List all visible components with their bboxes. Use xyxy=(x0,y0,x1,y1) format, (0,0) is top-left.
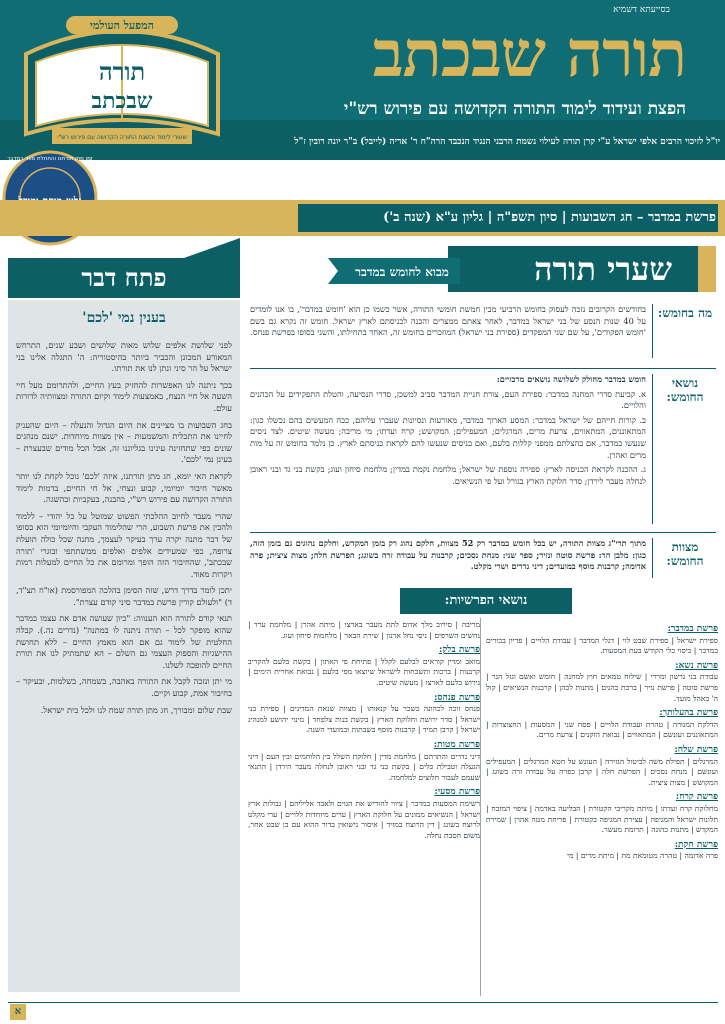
logo-title-line1: תורה xyxy=(98,57,146,86)
section-divider xyxy=(652,304,653,358)
parasha-topics: מואב ומדין קוראים לבלעם לקלל | פתיחת פי האתון | בקשת בלעם להקריב קרבנות | ברכות ותשבחות לישראל שיוצאו מפי בלעם | נבואת אחרית הימים | גירוש בלעם לארצו | מעשה שיטים. xyxy=(248,656,480,687)
parasha-topics: הדלקת המנורה | טהרת ועבודת הלויים | פסח שני | המסעות | החצוצרות | המתאוננים ועונשם | המתאווים | נבואת הזקנים | צרעת מרים. xyxy=(486,719,718,740)
section-paragraph: ג. ההכנה לקראת הכניסה לארץ: ספירה נוספת של ישראל; מלחמת נקמת במדין; מלחמת סיחון ועוג; בקשת בני גד ובני ראובן לנחלה מעבר לירדן; סדר חלוקת הארץ בגורל ועל פי הנשיאים. xyxy=(250,464,646,486)
parasha-topics: פרה אדומה | טהרה מטומאת מת | מיתת מרים | מי xyxy=(566,851,718,861)
parasha-topics: רשימת המסעות במדבר | ציווי להוריש את הגוים ולאבד אליליהם | גבולות ארץ ישראל | הנשיאים ממונים על חלוקת הארץ | ערים מיוחדות ללויים | ערי מקלט לרוצח בשוגג | דין הרוצח במזיד | איסור נישואין בדור ההוא עם בן שבט אחר, משום הסבת נחלה. xyxy=(248,798,480,840)
parasha-topics: מחלוקת קרח ועדתו | מיתת מקריבי הקטורת | הבליעה באדמה | ציפוי המזבח | תלונות ישראל והמגיפה | עצירת המגיפה בקטורת | פריחת מטה אהרן | שמירת המקדש | מתנות כהונה | תרומת מעשר. xyxy=(486,803,718,835)
sidebar-paragraph: לקראת האי יומא, חג מתן תורתנו, איזה 'לכם' נוכל לקחת לנו יותר מאשר חיבור יומיומי, קבוע ונצחי, אל חי החיים, בדמות לימוד התורה הקדושה עם פירוש רש"י, בהבנה, בעקביות ובהשגה. xyxy=(16,470,232,505)
sidebar-paragraph: בכך ניתנה לנו האפשרות להחזיק בעץ החיים, ולהתרומם מעל חיי השעה אל חיי הנצח, באמצעות לימוד וקיום התורה ומצוותיה לדורות עולם. xyxy=(16,379,232,413)
parasha-topics: עבודת בני גרשון ומררי | שילוח טמאים חוץ למחנה | חומש ואשם וגזל הגר | פרשת סוטה | פרשת נזיר | ברכת כהנים | מתנות לכהן | קרבנות הנשיאים | קול ה' באהל מועד. xyxy=(486,672,718,703)
besiyata-dishmaya: בסייעתא דשמיא xyxy=(613,5,670,15)
page-number: א xyxy=(10,1004,26,1020)
section-paragraph: מתוך תרי"ג מצוות התורה, יש בכל חומש במדבר רק 52 מצוות, חלקם נהוג רק בזמן המקדש, וחלקם נהוגים גם בזמן הזה, כגון: מלבן הר: פרשת סוטה ונזיר; ספר שני: מנחת נסכים; קרבנות על עבודה זרה בשוגג; הפרשת חלה; מצות ציצית; פרה אדומה; קרבנות מוסף במועדים; דיני נדרים ושרי מקלט. xyxy=(250,538,647,572)
parasha-heading: פרשת במדבר: xyxy=(667,624,718,634)
parasha-topics: המרגלים | תפילת משה לביטול הגזירה | העונש על חטא המרגלים | המעפילים ועונשם | מנחת נסכים | הפרשת חלה | קרבן כפרה על עבודה זרה בשוגג | המקושש | מצות ציצית. xyxy=(486,756,718,787)
parashot-column-right xyxy=(486,620,718,996)
parasha-topics: פנחס זוכה לכהונה כשכר על קנאותו | מצוות שנאת המדינים | ספירת בני ישראל | סדר ירושת וחלוקת הארץ | בקשת בנות צלפחד | מינוי יהושע למנהיג ישראל | קרבן תמיד | קרבנות מוסף בשבתות ובמועדי השנה. xyxy=(248,704,480,735)
section-label-ma-bachumash: מה בחומש: xyxy=(657,306,713,320)
torah-shebichtav-logo xyxy=(6,14,238,152)
parasha-topics: ספירת ישראל | ספירת שבט לוי | דגלי המדבר | עבודת הלויים | פדיון בכורים במדבר | כיסוי כלי הקודש בעת המסעות. xyxy=(486,635,718,656)
section-label-nosei-hachumash: נושאי החומש: xyxy=(666,376,704,404)
shaarei-torah-subtitle: מבוא לחומש במדבר xyxy=(355,265,449,279)
parasha-topics: דיני נדרים והתרתם | מלחמת מדין | חלוקת השלל בין הלוחמים ובין העם | דיני הגעלה וטבילת כלים | בקשת בני גד ובני ראובן לנחלה מעבר הירדן | התנאי שעמם לעבור חלוצים למלחמה. xyxy=(248,751,480,782)
section-text-nosei-hachumash xyxy=(250,374,646,530)
parasha-bar-text: פרשת במדבר – חג השבועות | סיון תשפ"ה | גליון ע"א (שנה ב') xyxy=(383,210,716,225)
section-separator xyxy=(250,368,716,369)
column-divider xyxy=(480,618,481,996)
sidebar-paragraph: תנאי קודם לתורה הוא הענווה: "כיון שעושה אדם את עצמו כמדבר שהוא מופקר לכל – תורה ניתנה לו במתנה" (נדרים נה.). קבלה החלטית של לימוד גם אם הוא מאמץ החיים – ללא תחושת ההישגיות והספוק העצמי גם השלם – הא שתמתיק לנו את תורת החיים להופכה לשלנו. xyxy=(16,613,232,670)
parasha-heading: פרשת פנחס: xyxy=(434,692,480,703)
sidebar-paragraph: שבת שלום ומבורך, חג מתן תורה שמח לנו ולכל בית ישראל. xyxy=(40,704,232,715)
parasha-heading: פרשת מטות: xyxy=(433,739,480,750)
sidebar-paragraph: לפני שלושת אלפים שלוש מאות שלושים ושבע שנים, התרחש המאורע המכונן והכביר ביותר בהיסטוריה: ה' התגלה אלינו בני ישראל על הר סיני ונתן לנו את תורתו. xyxy=(16,340,232,374)
parasha-heading: פרשת בהעלותך: xyxy=(659,708,718,719)
sidebar-text xyxy=(16,340,232,990)
logo-title-line2: שבכתב xyxy=(91,88,153,114)
section-paragraph: ב. קורות חייהם של ישראל במדבר: המסע הארוך במדבר, מאורעות ונסיונות שעברו עליהם, ככה המעשים בהם נכשלו כגון: המתאוננים, המתאווים, צרעת מרים, המרגלים; המעפילים; המקושש; קרח ועדתו; מי מריבה; מעשה שיטים. לצד ניסים שנעשו במדבר, אם בהצלתם ממפני קללות בלעם, ואם בניסים שנעשו להם לקראת כניסתם לארץ. כן נלמד בחומש זה על מות מרים ואהרן. xyxy=(250,414,646,460)
section-text-mitzvot-hachumash xyxy=(250,538,646,582)
sidebar-paragraph: יתכן לומר בדרך דרש, שזה הסימן בהלכה המפורסמת (או"ח תצ"ד, ד) "ולעולם קורין פרשת במדבר סיני קודם עצרת". xyxy=(16,585,232,607)
section-text-ma-bachumash xyxy=(250,304,646,364)
section-paragraph: חומש במדבר מחולק לשלושה נושאים מרכזיים: xyxy=(496,374,646,384)
seal-ring-text: זמן מתן תורתנו והתחלת ספר במדבר xyxy=(7,156,93,162)
section-separator xyxy=(250,532,716,533)
sidebar-paragraph: שהרי מעבר לחיוב ההלכתי הפשוט שמוטל על כל יהודי – ללמוד ולהבין את פרשת השבוע, הרי שהלימוד העקבי והיומיומי הוא בסופו של דבר מתנה יקרה ערך בעיקר לעצמך, מתנה שכל כולה תועלת צרופה, כפי שמעידים אלפים ואלפים ממשתתפי ובוגרי 'תורה שבכתב', שהחיבור הזה הופך ומרומם את כל החיים למעלות רמות ויקרות מאוד. xyxy=(16,510,232,579)
parasha-heading: פרשת נשא: xyxy=(675,660,718,671)
parasha-heading: פרשת בלק: xyxy=(439,645,480,656)
shaarei-torah-title: שערי תורה xyxy=(534,250,672,288)
section-paragraph: בחודשים הקרובים נזכה לעסוק בחומש הרביעי מבין חמשת חומשי התורה, אשר כשמו כן הוא 'חומש במדבר', בו אנו לומדים על 40 שנות הנסע של בני ישראל במדבר, לאחר צאתם ממצרים והכנה לכניסתם לארץ ישראל. חומש זה נקרא גם בשם 'חומש הפקודים', על שם שני המפקדים (ספירת בני ישראל) המוזכרים בחומש זה, האחד בתחילתו, והשני בסופו בפרשת פנחס. xyxy=(250,304,646,338)
nosei-haparshiyot-title: נושאי הפרשיות: xyxy=(400,588,572,614)
section-divider xyxy=(652,374,653,524)
sidebar-corner-triangle xyxy=(184,238,240,258)
parasha-heading: פרשת מסעי: xyxy=(434,787,480,798)
publication-subtitle: הפצת ועידוד לימוד התורה הקדושה עם פירוש רש"י xyxy=(343,99,686,119)
parashot-column-left xyxy=(248,620,480,996)
publication-title: תורה שבכתב xyxy=(372,17,686,92)
sidebar-heading: בענין נמי 'לכם' xyxy=(82,310,166,326)
parasha-heading: פרשת חקת: xyxy=(674,839,718,850)
parasha-topics: מריבה | סירוב מלך אדום לתת מעבר בארצו | מיתת אהרן | מלחמת ערד | נחשים השרפים | ניסי נחל ארנון | שירת הבאר | מלחמות סיחון ועוג. xyxy=(248,620,480,640)
section-label-mitzvot-hachumash: מצוות החומש: xyxy=(666,540,704,568)
parasha-heading: פרשת שלח: xyxy=(674,744,718,755)
dedication-line: יו"ל לזיכוי הרבים אלפי ישראל ע"י קרן תורה לעילוי נשמת הרבני הנגיד הנכבד הרה"ח ר' אריה (לייבל) ב"ר יונה רובין ז"ל xyxy=(294,137,720,147)
section-paragraph: א. קביעת סדרי המחנה במדבר: ספירת העם, צורת חניית המדבר סביב למשכן, סדרי הנסיעה, והטלת התפקידים על הכהנים והלויים. xyxy=(250,388,646,411)
sidebar-paragraph: מי יתן ונזכה לקבל את התורה באהבה, בשמחה, בשלמות, ובעיקר – בחיבור אמת, קבוע וקיים. xyxy=(16,676,232,699)
logo-top-text: המפעל העולמי xyxy=(90,19,154,32)
footer-line xyxy=(8,1002,718,1003)
sidebar-paragraph: בחג השבועות בו מציינים את היום הגדול והנעלה – היום שהעניק לחיינו את התכלית והמשמעות – אין מצוות מיוחדות. ישנם מנהגים שונים כפי שתחזינה עינינו בגליוננו זה, אבל הכל מודים שבעצרת – בעינן נמי 'לכם'. xyxy=(16,419,232,465)
sidebar-title: פתח דבר xyxy=(81,263,167,292)
section-divider xyxy=(652,538,653,578)
parasha-heading: פרשת קרח: xyxy=(675,792,718,803)
logo-caption: שעורי לימוד והשגת התורה הקדושה עם פירוש רש"י xyxy=(57,134,187,141)
